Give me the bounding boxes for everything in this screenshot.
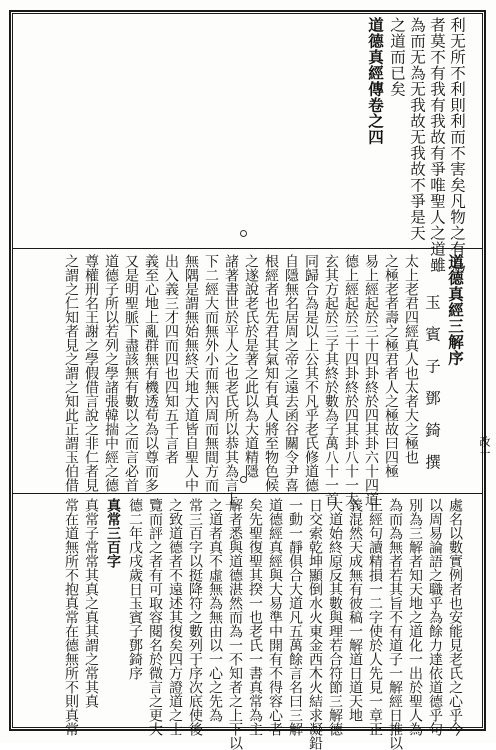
- text-column: 覽而評之者有可取容閱名於微言之更大: [147, 498, 163, 736]
- text-column: 利无所不利則利而不害矣凡物之有為: [448, 17, 466, 273]
- panel-divider-upper: [12, 248, 483, 249]
- text-column: 無隅是謂無始無終天地大道皆自聖人中: [183, 254, 199, 492]
- text-column: 易上經起於三十四卦終於四其卦六十四道: [363, 254, 379, 506]
- colophon-line: 德二年戊戌歲日玉賓子鄧錡序: [127, 498, 143, 680]
- text-column: 者莫不有我有我故有爭唯聖人之道雖: [428, 17, 446, 273]
- text-column: 諸著書世於平人之也老氏所以恭其為言上: [223, 254, 239, 506]
- text-column: 德上經起於三十四卦終於四其卦八十一太: [343, 254, 359, 506]
- text-column: 自隱無名居周之帝之遠去函谷關令尹喜: [283, 254, 299, 492]
- text-column: 之謂之仁知者見之謂之知此正謂玉伯借: [63, 254, 79, 492]
- text-column: 義至心地上亂群無有機透苟為以尊而多: [143, 254, 159, 492]
- text-column: 道德子所以若列之學諸張韓揣中經之德: [103, 254, 119, 492]
- section-heading: 真常三百字: [105, 498, 121, 568]
- text-column: 常在道無所不抱真常在德無所不則真常: [63, 498, 79, 736]
- text-column: 正經句讀精損一二字使於人先見一章正: [367, 498, 383, 736]
- text-column: 為而无為无我故无我故不爭是天: [408, 17, 426, 241]
- text-column: 大道始終原反其數與理若合符節三解德: [327, 498, 343, 736]
- text-column: 之道者真不虛無為無由以一心之先為: [207, 498, 223, 722]
- text-column: 矣先聖復聖其揆一也老氏一書真常為主: [247, 498, 263, 736]
- text-column: 以周易論語之職乎為餘力達依道德乎句: [427, 498, 443, 736]
- text-column: 別為三解者知天地之道化一出於聖人為: [407, 498, 423, 736]
- text-column: 真常子常常其真之真其謂之常其真: [83, 498, 99, 708]
- text-column: 同歸合為是以上公其不凡乎老氏修道德: [303, 254, 319, 492]
- text-column: 為而為無者若其旨不有道子一解經日推以: [387, 498, 403, 750]
- preface-title: 道德真經三解序: [446, 254, 465, 366]
- text-column: 常三百字以挺降符之數列于序次底使後: [187, 498, 203, 736]
- text-column: 之致道德者不遠述其復矣四方證道之士: [167, 498, 183, 736]
- text-column: 之遂說老氏於是著之此以為大道精隱: [243, 254, 259, 478]
- text-column: 尊權刑名王謝之學假借言說之非仁者見: [83, 254, 99, 492]
- text-column: 根經者也先君其氣知有真人將至物色候: [263, 254, 279, 492]
- scroll-end-title: 道德真經傳卷之四: [366, 17, 385, 145]
- text-column: 出入義三才四而四也四知五千言者: [163, 254, 179, 464]
- text-column: 處名以數實例者也安能見老氏之心乎今: [447, 498, 463, 736]
- text-column: 之道而已矣: [388, 17, 406, 97]
- text-column: 日交索乾坤顯倒水火東金西木火結求凝鉛: [307, 498, 323, 750]
- text-column: 一動一靜俱合大道凡五萬餘言名曰三解: [287, 498, 303, 736]
- text-column: 道德經真經與大易準中開有不得容心者: [267, 498, 283, 736]
- text-column: 之極老者壽之極君者人之極故曰四極: [383, 254, 399, 478]
- text-column: 下二經大而無外小而無內周而無間方而: [203, 254, 219, 492]
- panel-divider-lower: [12, 493, 483, 494]
- binding-hole-upper: [240, 230, 247, 237]
- text-column: 解者悉與道德湛然而為一不知者之上下以: [227, 498, 243, 750]
- text-column: 義混然天成無有彼稿一解道日道天地: [347, 498, 363, 722]
- author-line: 玉 賓 子 鄧 錡 撰: [423, 294, 441, 470]
- leaf-number-tag: 改一: [478, 436, 491, 459]
- text-column: 太上老君四經真人也太者大之極也: [403, 254, 419, 464]
- text-column: 玄其方起於三子其終於數為子萬八十一首: [323, 254, 339, 506]
- text-column: 又是明聖脈下盡該無有數以之而言必首: [123, 254, 139, 492]
